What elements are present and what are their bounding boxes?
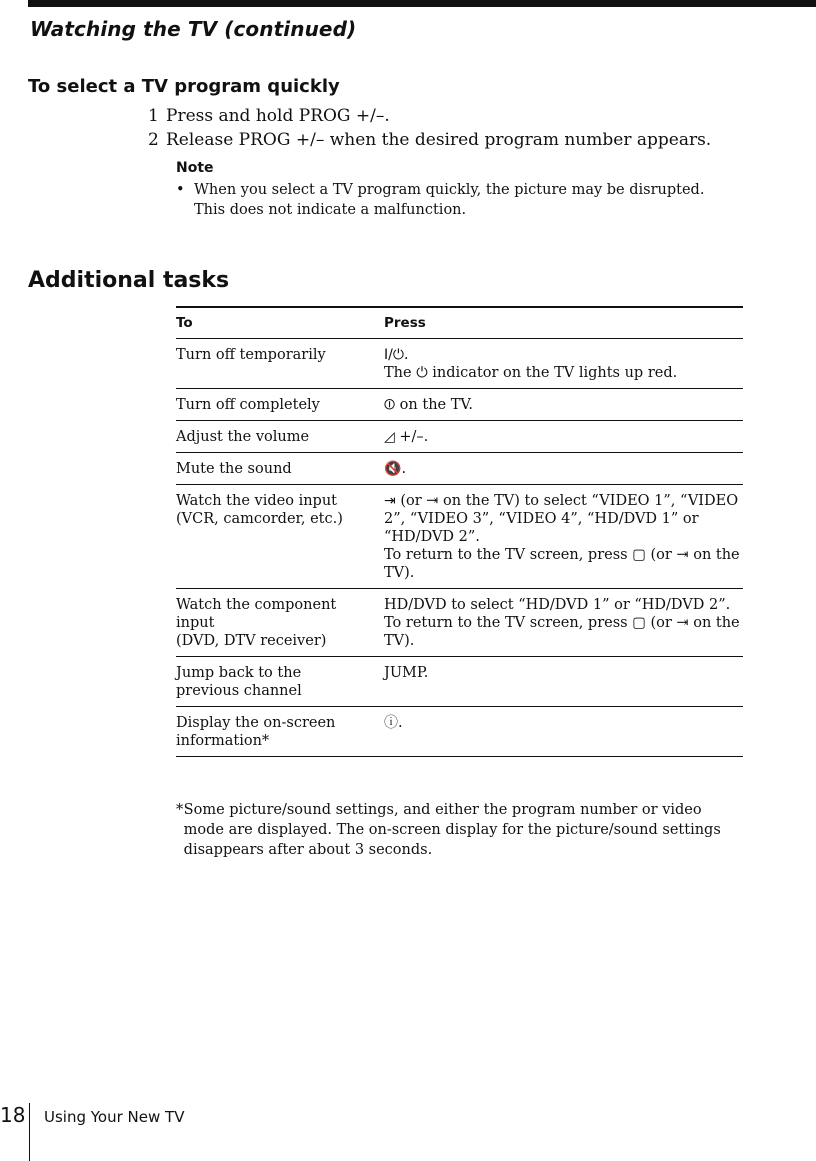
step-number: 2 xyxy=(148,130,159,150)
task-description xyxy=(176,428,384,446)
task-description xyxy=(176,596,384,650)
task-description-line: Mute the sound xyxy=(176,461,292,477)
remote-button-icon: I/⏻ xyxy=(384,347,404,363)
task-description-line: Turn off completely xyxy=(176,397,320,413)
quick-select-heading: To select a TV program quickly xyxy=(28,76,340,97)
table-row xyxy=(176,589,743,657)
press-text: To return to the TV screen, press ▢ (or ⇥ on the TV). xyxy=(384,547,740,581)
step-item xyxy=(148,104,748,128)
press-text: The ⏻ indicator on the TV lights up red. xyxy=(384,365,678,381)
task-description xyxy=(176,460,384,478)
press-text: (or ⇥ on the TV) to select “VIDEO 1”, “VIDEO 2”, “VIDEO 3”, “VIDEO 4”, “HD/DVD 1” or “HD/DVD 2”. xyxy=(384,493,739,545)
press-instruction-line xyxy=(384,492,743,546)
table-row xyxy=(176,389,743,421)
note-label: Note xyxy=(176,160,214,176)
press-instruction-line xyxy=(384,614,743,650)
step-number: 1 xyxy=(148,106,159,126)
press-text: . xyxy=(401,461,407,477)
additional-tasks-heading: Additional tasks xyxy=(28,268,230,293)
remote-button-icon: ⓘ xyxy=(384,715,398,731)
remote-button-icon: ⏼ xyxy=(384,397,396,413)
task-description xyxy=(176,346,384,382)
step-text: Release PROG +/– when the desired program number appears. xyxy=(166,130,712,150)
press-instruction xyxy=(384,714,743,750)
task-description xyxy=(176,396,384,414)
quick-select-section xyxy=(28,76,340,97)
task-description xyxy=(176,492,384,582)
column-header-press: Press xyxy=(384,315,426,331)
table-header xyxy=(176,308,743,339)
step-item xyxy=(148,128,748,152)
press-text: HD/DVD to select “HD/DVD 1” or “HD/DVD 2”. xyxy=(384,597,731,613)
press-text: +/–. xyxy=(394,429,429,445)
task-description-line: (DVD, DTV receiver) xyxy=(176,633,327,649)
press-instruction xyxy=(384,596,743,650)
quick-select-steps xyxy=(148,104,748,152)
press-instruction-line xyxy=(384,664,743,682)
additional-tasks-table xyxy=(176,306,743,757)
table-row xyxy=(176,339,743,389)
note-text-line: This does not indicate a malfunction. xyxy=(194,202,467,218)
press-instruction xyxy=(384,428,743,446)
press-text: on the TV. xyxy=(395,397,473,413)
press-text: . xyxy=(403,347,409,363)
table-row xyxy=(176,453,743,485)
task-description-line: input xyxy=(176,615,215,631)
table-row xyxy=(176,657,743,707)
footer-section-name: Using Your New TV xyxy=(44,1108,185,1126)
footer-divider xyxy=(29,1103,30,1161)
task-description-line: (VCR, camcorder, etc.) xyxy=(176,511,343,527)
footnote xyxy=(176,800,742,860)
task-description-line: information* xyxy=(176,733,270,749)
table-row xyxy=(176,485,743,589)
page-header-title: Watching the TV (continued) xyxy=(30,17,357,41)
press-instruction-line xyxy=(384,396,743,414)
press-instruction xyxy=(384,396,743,414)
press-text: To return to the TV screen, press ▢ (or ⇥ on the TV). xyxy=(384,615,740,649)
press-instruction-line xyxy=(384,596,743,614)
note-text-line: When you select a TV program quickly, the picture may be disrupted. xyxy=(194,182,705,198)
task-description-line: Watch the video input xyxy=(176,493,337,509)
remote-button-icon: 🔇 xyxy=(384,461,402,477)
task-description-line: previous channel xyxy=(176,683,302,699)
press-text: . xyxy=(398,715,403,731)
task-description-line: Jump back to the xyxy=(176,665,302,681)
table-row xyxy=(176,707,743,757)
task-description-line: Watch the component xyxy=(176,597,337,613)
header-rule xyxy=(28,0,816,7)
task-description-line: Display the on-screen xyxy=(176,715,336,731)
press-instruction xyxy=(384,346,743,382)
press-instruction xyxy=(384,460,743,478)
task-description xyxy=(176,714,384,750)
step-text: Press and hold PROG +/–. xyxy=(166,106,390,126)
note-item xyxy=(176,180,736,220)
remote-button-icon: ◿ xyxy=(384,429,395,445)
press-instruction xyxy=(384,492,743,582)
column-header-to: To xyxy=(176,315,193,331)
press-instruction-line xyxy=(384,546,743,582)
remote-button-icon: ⇥ xyxy=(384,493,396,509)
bullet-icon: • xyxy=(176,182,185,198)
press-instruction-line xyxy=(384,364,743,382)
press-instruction-line xyxy=(384,428,743,446)
press-instruction-line xyxy=(384,714,743,732)
footnote-text: Some picture/sound settings, and either the program number or video mode are displayed. The on-screen display for the picture/sound settings disappears after about 3 seconds. xyxy=(183,802,721,858)
task-description-line: Adjust the volume xyxy=(176,429,310,445)
press-instruction-line xyxy=(384,460,743,478)
table-body xyxy=(176,339,743,757)
press-instruction-line xyxy=(384,346,743,364)
task-description-line: Turn off temporarily xyxy=(176,347,326,363)
task-description xyxy=(176,664,384,700)
footnote-mark: * xyxy=(176,802,184,818)
press-instruction xyxy=(384,664,743,700)
press-text: JUMP. xyxy=(384,665,429,681)
table-row xyxy=(176,421,743,453)
page-number: 18 xyxy=(0,1103,26,1127)
